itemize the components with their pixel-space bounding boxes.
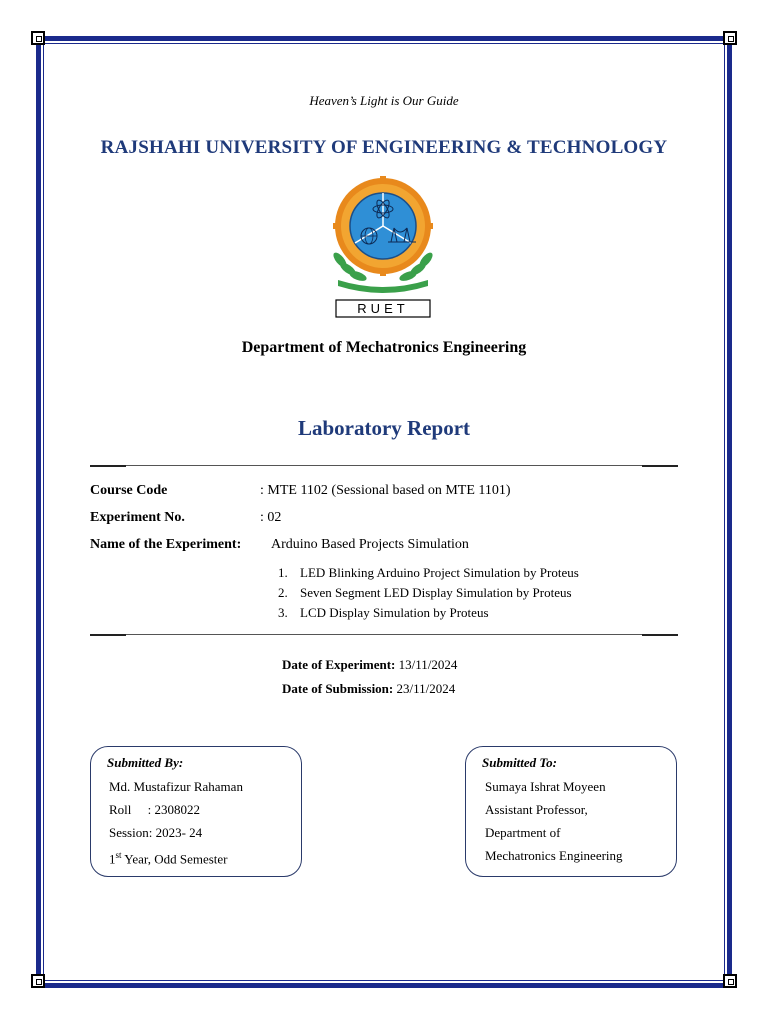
submitted-to-heading: Submitted To: xyxy=(482,755,558,770)
date-of-submission-label: Date of Submission: xyxy=(282,681,394,696)
experiment-no-label: Experiment No. xyxy=(90,510,185,525)
corner-ornament-bottom-left xyxy=(31,974,45,988)
divider-top xyxy=(90,465,678,466)
logo-text: RUET xyxy=(357,301,409,316)
list-item: 1. LED Blinking Arduino Project Simulation by Proteus xyxy=(278,565,579,580)
course-code-value: : MTE 1102 (Sessional based on MTE 1101) xyxy=(260,483,511,498)
motto: Heaven’s Light is Our Guide xyxy=(309,93,459,108)
recipient-department-line2: Mechatronics Engineering xyxy=(485,848,623,863)
experiment-name-label: Name of the Experiment: xyxy=(90,537,242,552)
experiment-name-value: Arduino Based Projects Simulation xyxy=(271,537,469,552)
submitted-by-heading: Submitted By: xyxy=(107,755,184,770)
date-of-experiment-value: 13/11/2024 xyxy=(398,657,458,672)
date-of-experiment-label: Date of Experiment: xyxy=(282,657,396,672)
submitter-roll: Roll : 2308022 xyxy=(109,802,201,817)
experiment-sub-list xyxy=(278,563,579,623)
university-name: RAJSHAHI UNIVERSITY OF ENGINEERING & TECHNOLOGY xyxy=(100,137,668,158)
submitted-to-box xyxy=(465,746,677,877)
date-of-submission-value: 23/11/2024 xyxy=(396,681,456,696)
date-of-submission xyxy=(282,681,455,697)
corner-ornament-top-left xyxy=(31,31,45,45)
date-of-experiment xyxy=(282,657,457,673)
submitter-year: 1st Year, Odd Semester xyxy=(109,850,228,867)
list-item: 2. Seven Segment LED Display Simulation by Proteus xyxy=(278,585,572,600)
ruet-logo-icon xyxy=(328,176,438,320)
recipient-department-line1: Department of xyxy=(485,825,561,840)
corner-ornament-top-right xyxy=(723,31,737,45)
corner-ornament-bottom-right xyxy=(723,974,737,988)
recipient-title: Assistant Professor, xyxy=(485,802,588,817)
submitter-session: Session: 2023- 24 xyxy=(109,825,203,840)
submitter-name: Md. Mustafizur Rahaman xyxy=(109,779,243,794)
report-title: Laboratory Report xyxy=(297,416,471,440)
list-item: 3. LCD Display Simulation by Proteus xyxy=(278,605,489,620)
divider-bottom xyxy=(90,634,678,635)
course-code-label: Course Code xyxy=(90,483,168,498)
department-name: Department of Mechatronics Engineering xyxy=(241,339,527,356)
recipient-name: Sumaya Ishrat Moyeen xyxy=(485,779,606,794)
submitted-by-box xyxy=(90,746,302,877)
experiment-no-value: : 02 xyxy=(260,510,282,525)
